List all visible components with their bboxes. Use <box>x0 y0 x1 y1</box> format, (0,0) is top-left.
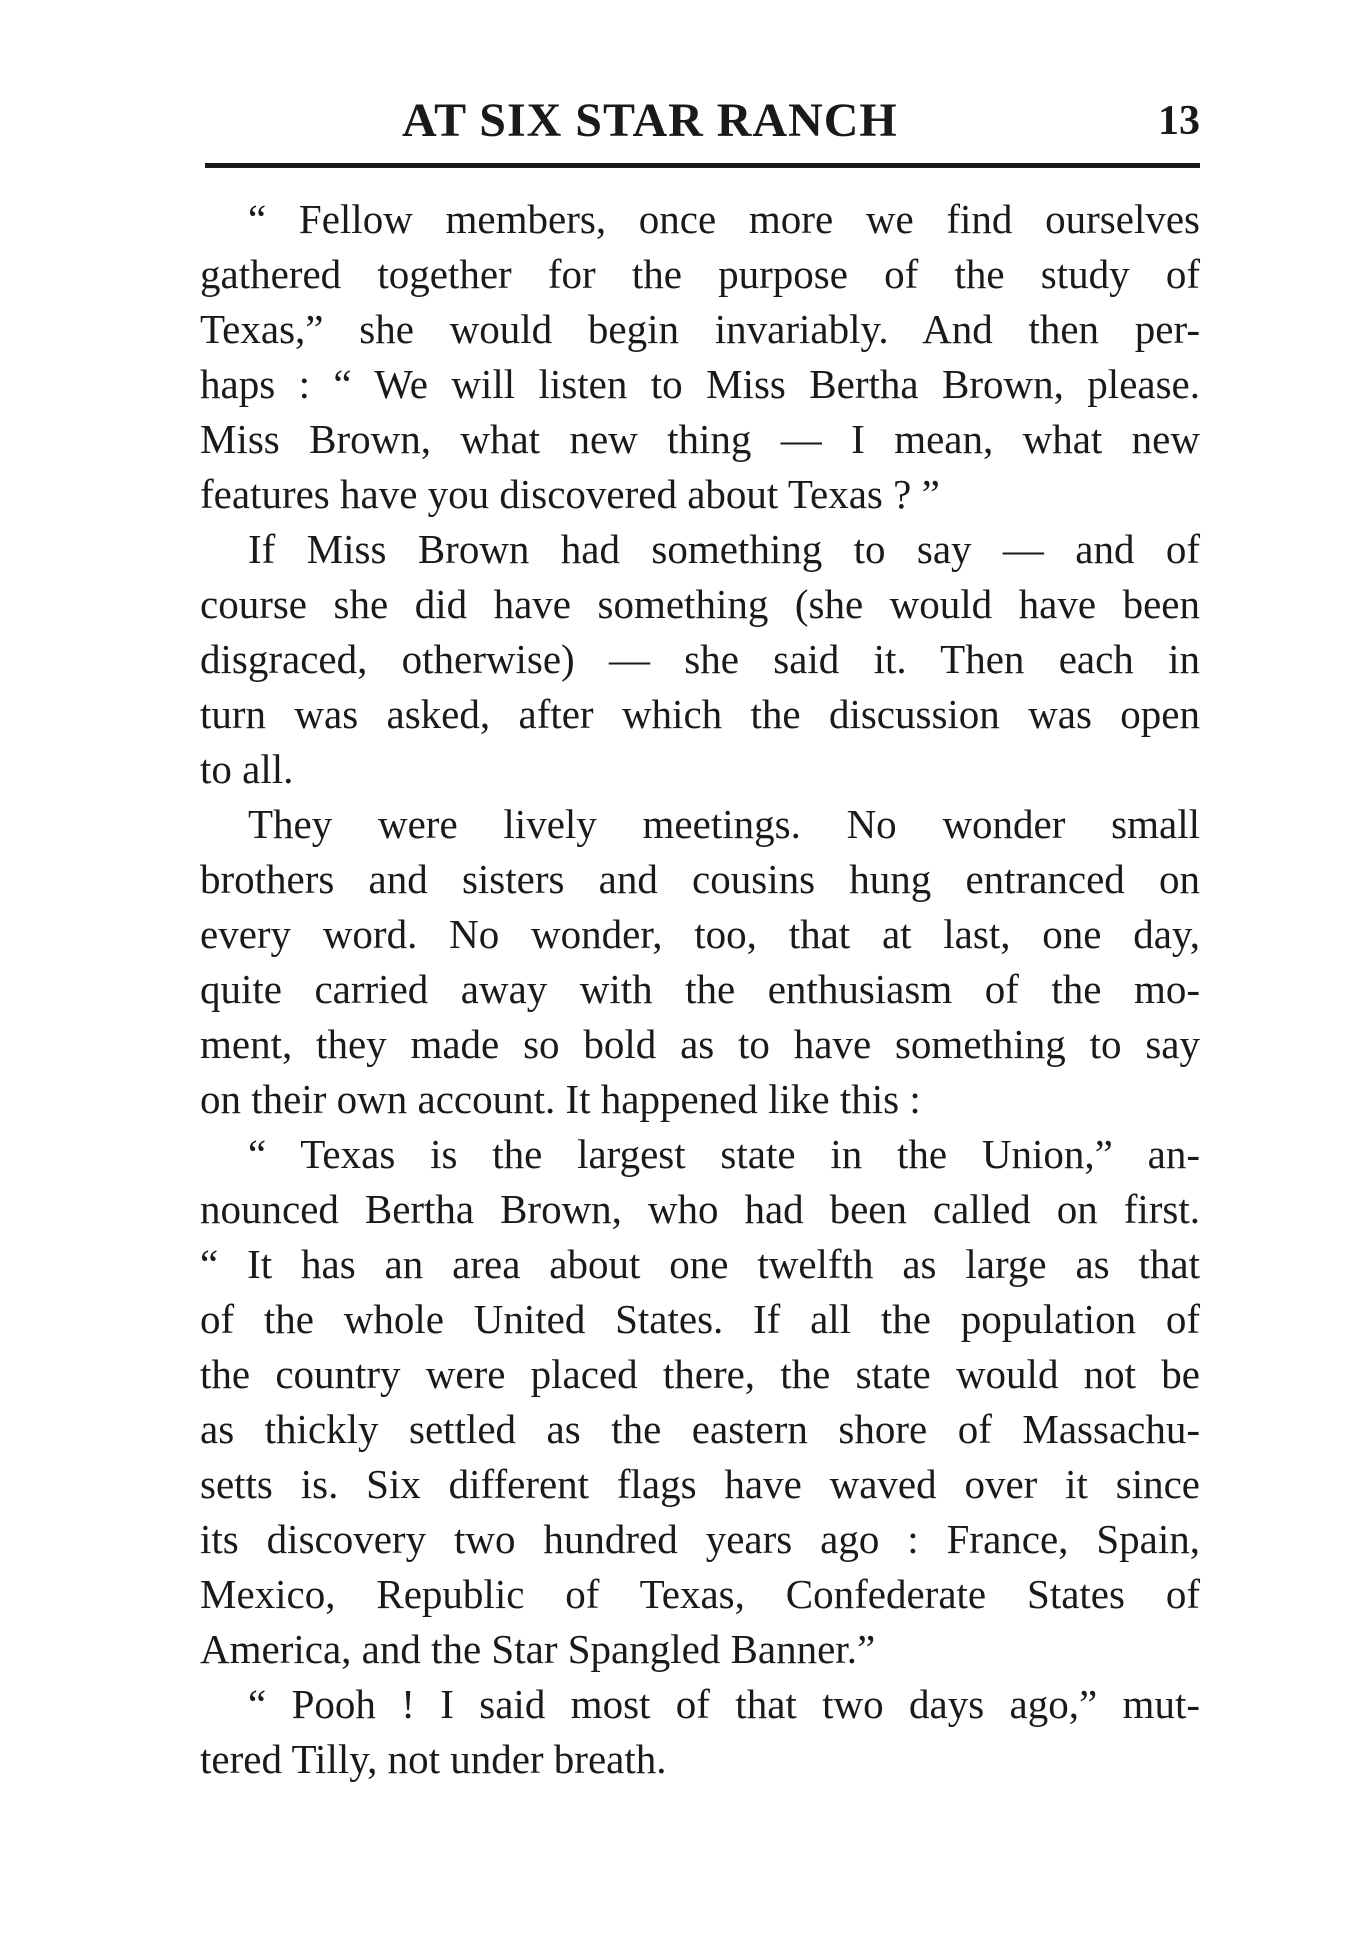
text-line: America, and the Star Spangled Banner.” <box>200 1626 876 1672</box>
text-line: ment, they made so bold as to have something to say <box>200 1021 1200 1067</box>
text-line: gathered together for the purpose of the study of <box>200 251 1200 297</box>
text-line: disgraced, otherwise) — she said it. Then each in <box>200 636 1200 682</box>
text-line: course she did have something (she would have been <box>200 581 1200 627</box>
text-line: to all. <box>200 746 294 792</box>
text-line: as thickly settled as the eastern shore of Massachu- <box>200 1406 1200 1452</box>
text-line: quite carried away with the enthusiasm of the mo- <box>200 966 1200 1012</box>
text-line: If Miss Brown had something to say — and of <box>248 526 1200 572</box>
text-line: haps : “ We will listen to Miss Bertha Brown, please. <box>200 361 1200 407</box>
text-line: the country were placed there, the state would not be <box>200 1351 1200 1397</box>
page-number: 13 <box>1158 98 1200 144</box>
text-line: of the whole United States. If all the population of <box>200 1296 1200 1342</box>
text-line: They were lively meetings. No wonder small <box>248 801 1200 847</box>
text-line: its discovery two hundred years ago : France, Spain, <box>200 1516 1200 1562</box>
text-line: features have you discovered about Texas ? ” <box>200 471 940 517</box>
running-head <box>200 86 1200 156</box>
text-line: “ Pooh ! I said most of that two days ago,” mut- <box>248 1681 1200 1727</box>
running-title: AT SIX STAR RANCH <box>402 94 898 147</box>
text-line: setts is. Six different flags have waved over it since <box>200 1461 1200 1507</box>
text-line: nounced Bertha Brown, who had been called on first. <box>200 1186 1200 1232</box>
text-line: tered Tilly, not under breath. <box>200 1736 667 1782</box>
text-line: turn was asked, after which the discussion was open <box>200 691 1200 737</box>
text-line: on their own account. It happened like this : <box>200 1076 921 1122</box>
text-line: Mexico, Republic of Texas, Confederate States of <box>200 1571 1200 1617</box>
text-line: brothers and sisters and cousins hung entranced on <box>200 856 1200 902</box>
text-line: “ Texas is the largest state in the Union,” an- <box>248 1131 1200 1177</box>
header-rule <box>205 163 1200 168</box>
text-line: “ It has an area about one twelfth as large as that <box>200 1241 1200 1287</box>
text-line: Miss Brown, what new thing — I mean, what new <box>200 416 1200 462</box>
text-line: “ Fellow members, once more we find ourselves <box>248 196 1200 242</box>
text-line: Texas,” she would begin invariably. And then per- <box>200 306 1200 352</box>
body-text <box>200 192 1200 1787</box>
text-line: every word. No wonder, too, that at last, one day, <box>200 911 1200 957</box>
